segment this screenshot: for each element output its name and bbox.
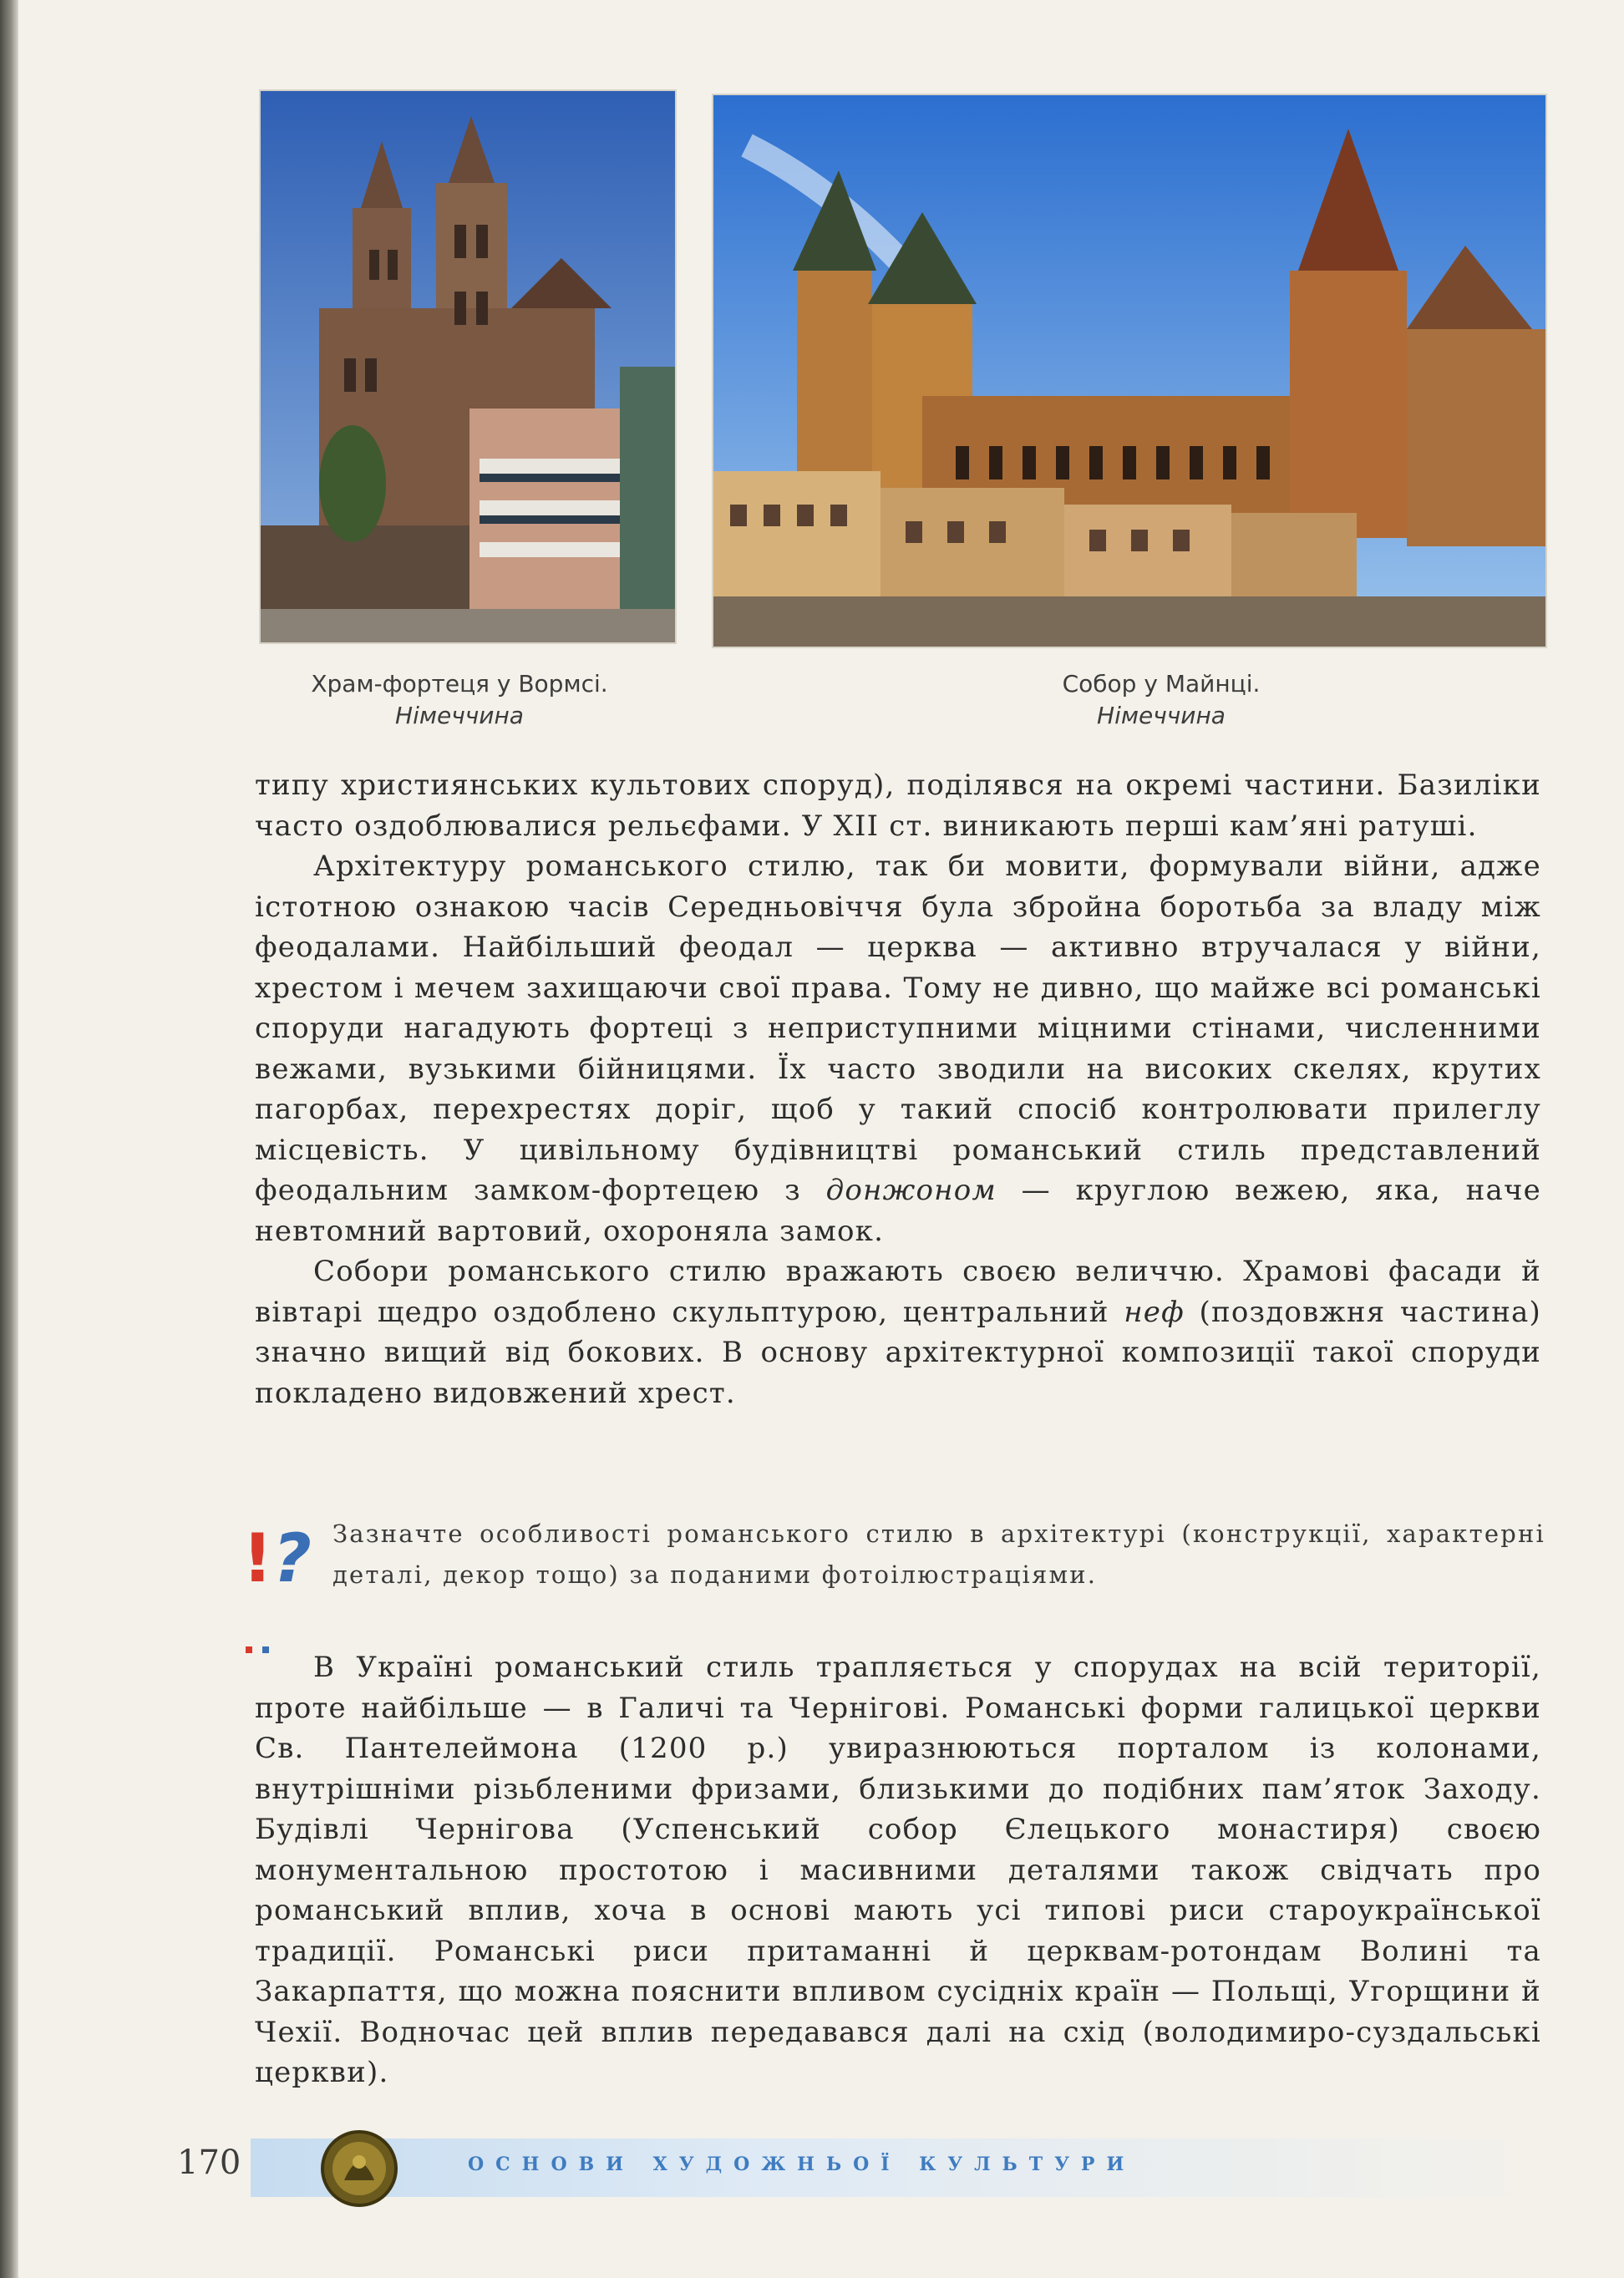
term-nave: неф xyxy=(1124,1295,1185,1329)
question-mark-glyph: ? xyxy=(272,1520,312,1597)
worms-caption-title: Храм-фортеця у Вормсі. xyxy=(311,670,608,698)
icon-dots xyxy=(246,1597,279,1606)
task-block xyxy=(242,1514,1545,1614)
paragraph-continuation: типу християнських культових споруд), поділявся на окремі частини. Базиліки часто оздоблювалися рельєфами. У XII ст. виникають перші кам’яні ратуші. xyxy=(255,769,1541,843)
exclamation-mark-glyph: ! xyxy=(242,1520,273,1597)
paragraph-text: Архітектуру романського стилю, так би мовити, формували війни, адже істотною ознакою часів Середньовіччя була збройна боротьба за владу між феодалами. Найбільший феодал — церква — активно втручалася у війни, хрестом і мечем захищаючи свої права. Тому не дивно, що майже всі романські споруди нагадують фортеці з неприступними міцними стінами, численними вежами, вузькими бійницями. Їх часто зводили на високих скелях, крутих пагорбах, перехрестях доріг, щоб у такий спосіб контролювати прилеглу місцевість. У цивільному будівництві романський стиль представлений феодальним замком-фортецею з xyxy=(255,850,1541,1207)
paragraph-cathedrals xyxy=(255,1251,1541,1413)
emblem-icon xyxy=(319,2128,399,2209)
task-text: Зазначте особливості романського стилю в архітектурі (конструкції, характерні деталі, декор тощо) за поданими фотоілюстраціями. xyxy=(332,1520,1545,1589)
worms-caption-country: Німеччина xyxy=(395,702,524,729)
paragraph-text: — круглою вежею, яка, наче невтомний вартовий, охороняла замок. xyxy=(255,1174,1541,1248)
term-donjon: донжоном xyxy=(825,1174,997,1207)
question-exclamation-icon xyxy=(242,1520,316,1601)
page-number: 170 xyxy=(177,2144,241,2182)
main-text-top xyxy=(255,765,1541,1413)
paragraph-text: (поздовжня частина) значно вищий від бокових. В основу архітектурної композиції такої споруди покладено видовжений хрест. xyxy=(255,1295,1541,1410)
mainz-caption-country: Німеччина xyxy=(1097,702,1226,729)
paragraph-ukraine-romanesque: В Україні романський стиль трапляється у спорудах на всій території, проте найбільше — в Галичі та Чернігові. Романські форми галицької церкви Св. Пантелеймона (1200 р.) увиразнюються порталом із колонами, внутрішніми різьбленими фризами, близькими до подібних пам’яток Заходу. Будівлі Чернігова (Успенський собор Єлецького монастиря) своєю монументальною простотою і масивними деталями також свідчать про романський вплив, хоча в основі мають усі типові риси староукраїнської традиції. Романські риси притаманні й церквам-ротондам Волині та Закарпаття, що можна пояснити впливом сусідніх країн — Польщі, Угорщини й Чехії. Водночас цей вплив передавався далі на схід (володимиро-суздальські церкви). xyxy=(255,1651,1541,2089)
main-text-bottom xyxy=(255,1647,1541,2093)
mainz-photo-caption xyxy=(944,668,1378,732)
mainz-caption-title: Собор у Майнці. xyxy=(1062,670,1261,698)
series-title: ОСНОВИ ХУДОЖНЬОЇ КУЛЬТУРИ xyxy=(468,2154,1136,2175)
paragraph-text: Собори романського стилю вражають своєю величчю. Храмові фасади й вівтарі щедро оздоблено скульптурою, центральний xyxy=(255,1255,1541,1329)
page-left-edge-shadow xyxy=(0,0,18,2278)
worms-photo-caption xyxy=(242,668,677,732)
paragraph-romanesque-wars xyxy=(255,846,1541,1251)
mainz-cathedral-photo xyxy=(712,94,1547,648)
worms-cathedral-photo xyxy=(259,89,677,644)
